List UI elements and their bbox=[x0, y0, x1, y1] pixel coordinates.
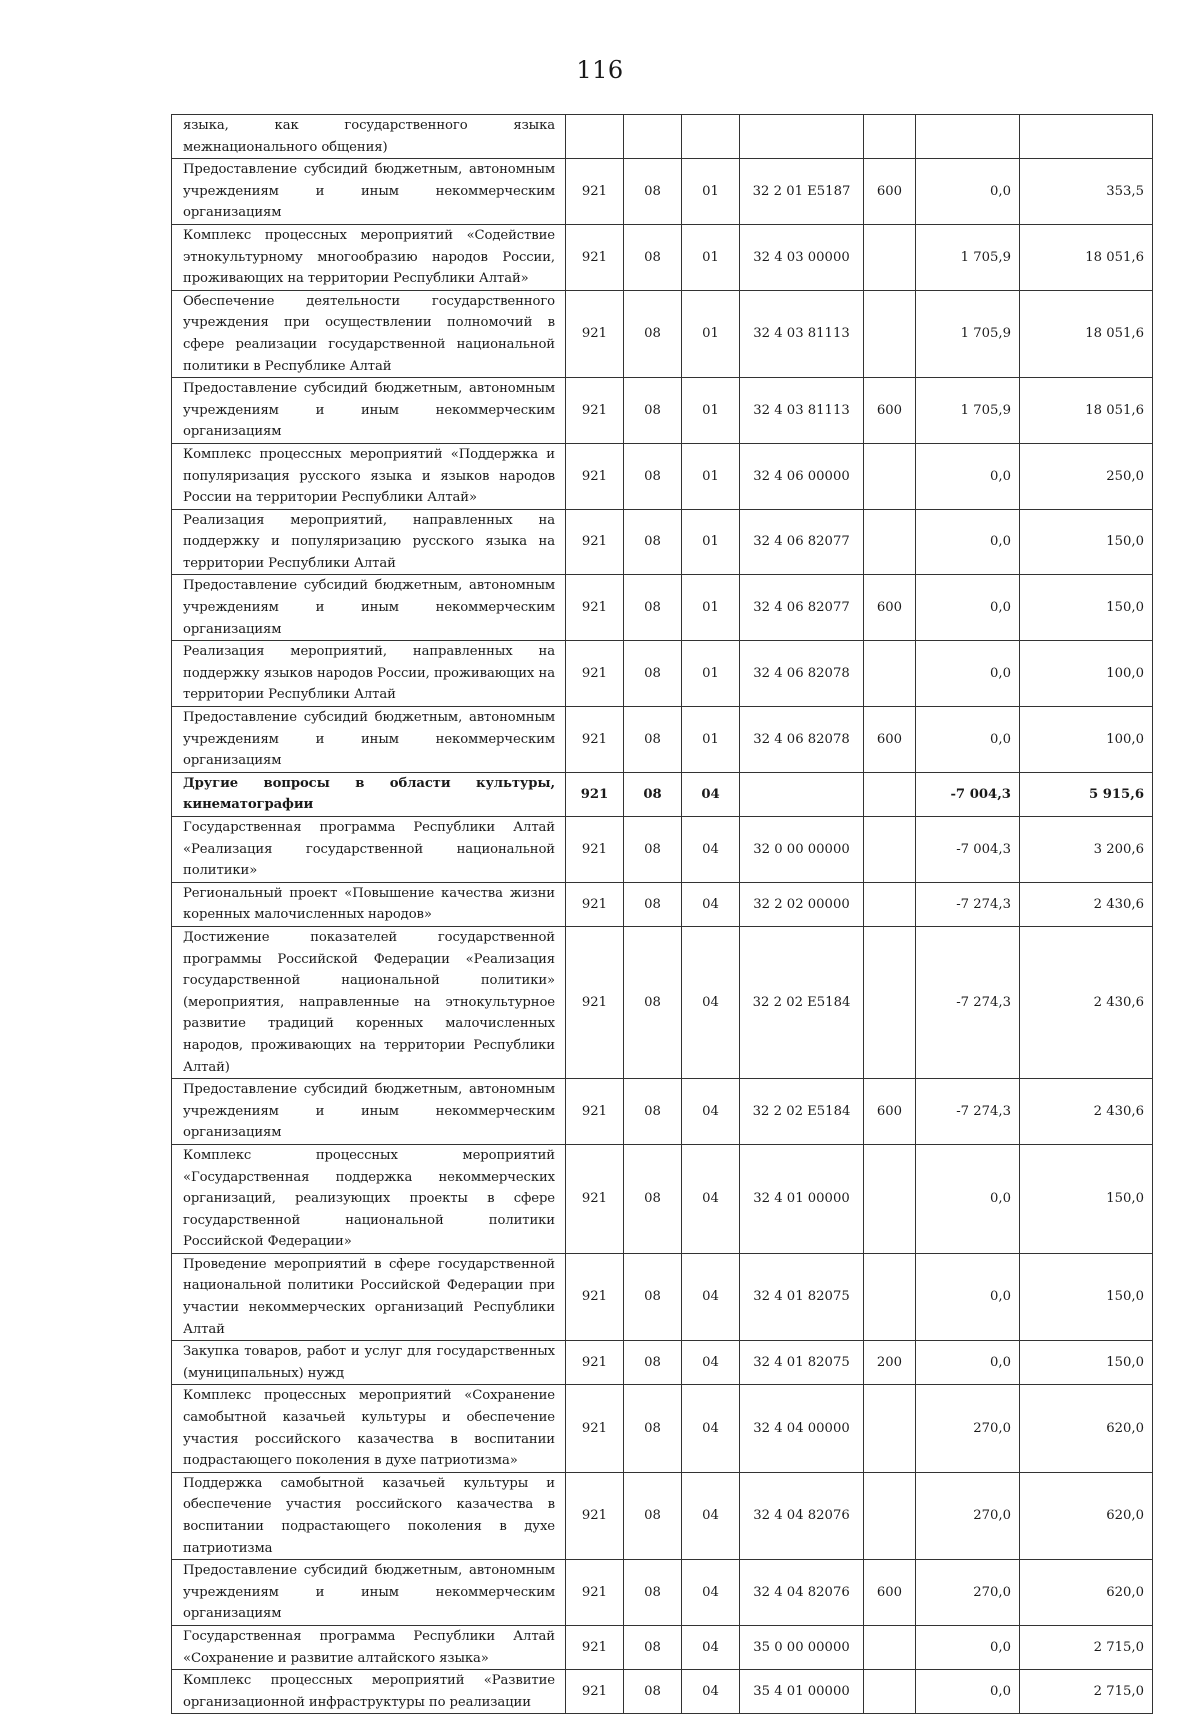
row-section-cell: 08 bbox=[624, 641, 682, 707]
row-grbs-cell: 921 bbox=[566, 224, 624, 290]
row-expense-type-cell bbox=[864, 926, 916, 1078]
row-target-article-cell: 32 2 02 E5184 bbox=[740, 1079, 864, 1145]
row-grbs-cell: 921 bbox=[566, 1144, 624, 1253]
table-row bbox=[172, 115, 1153, 159]
table-row bbox=[172, 926, 1153, 1078]
table-row bbox=[172, 1625, 1153, 1669]
table-row bbox=[172, 378, 1153, 444]
row-grbs-cell: 921 bbox=[566, 641, 624, 707]
row-amount-change-cell bbox=[916, 115, 1020, 159]
row-subsection-cell: 04 bbox=[682, 772, 740, 816]
row-target-article-cell: 35 4 01 00000 bbox=[740, 1670, 864, 1714]
row-grbs-cell: 921 bbox=[566, 1385, 624, 1472]
row-target-article-cell: 32 2 02 E5184 bbox=[740, 926, 864, 1078]
row-subsection-cell: 04 bbox=[682, 1253, 740, 1340]
row-amount-change-cell: 270,0 bbox=[916, 1472, 1020, 1559]
table-row bbox=[172, 1144, 1153, 1253]
row-name-cell: Предоставление субсидий бюджетным, автономным учреждениям и иным некоммерческим организациям bbox=[172, 1560, 566, 1626]
row-grbs-cell: 921 bbox=[566, 443, 624, 509]
table-row bbox=[172, 575, 1153, 641]
row-expense-type-cell bbox=[864, 509, 916, 575]
row-amount-change-cell: -7 274,3 bbox=[916, 882, 1020, 926]
row-section-cell: 08 bbox=[624, 1385, 682, 1472]
row-grbs-cell: 921 bbox=[566, 1341, 624, 1385]
row-target-article-cell: 32 4 06 82077 bbox=[740, 575, 864, 641]
row-target-article-cell: 32 4 03 00000 bbox=[740, 224, 864, 290]
row-grbs-cell: 921 bbox=[566, 926, 624, 1078]
row-name-cell: Предоставление субсидий бюджетным, автономным учреждениям и иным некоммерческим организациям bbox=[172, 1079, 566, 1145]
row-amount-total-cell: 100,0 bbox=[1020, 641, 1153, 707]
row-name-cell: Комплекс процессных мероприятий «Содействие этнокультурному многообразию народов России, проживающих на территории Республики Алтай» bbox=[172, 224, 566, 290]
row-target-article-cell: 32 0 00 00000 bbox=[740, 817, 864, 883]
table-row bbox=[172, 1341, 1153, 1385]
row-subsection-cell: 04 bbox=[682, 882, 740, 926]
row-name-cell: языка, как государственного языка межнационального общения) bbox=[172, 115, 566, 159]
row-subsection-cell bbox=[682, 115, 740, 159]
row-name-cell: Комплекс процессных мероприятий «Государственная поддержка некоммерческих организаций, реализующих проекты в сфере государственной национальной политики Российской Федерации» bbox=[172, 1144, 566, 1253]
row-subsection-cell: 04 bbox=[682, 1670, 740, 1714]
row-section-cell: 08 bbox=[624, 1341, 682, 1385]
row-section-cell: 08 bbox=[624, 159, 682, 225]
row-subsection-cell: 01 bbox=[682, 290, 740, 377]
row-name-cell: Региональный проект «Повышение качества жизни коренных малочисленных народов» bbox=[172, 882, 566, 926]
row-amount-total-cell bbox=[1020, 115, 1153, 159]
row-amount-change-cell: 0,0 bbox=[916, 159, 1020, 225]
row-expense-type-cell: 600 bbox=[864, 707, 916, 773]
row-name-cell: Обеспечение деятельности государственного учреждения при осуществлении полномочий в сфере реализации государственной национальной политики в Республике Алтай bbox=[172, 290, 566, 377]
row-grbs-cell: 921 bbox=[566, 1472, 624, 1559]
row-subsection-cell: 01 bbox=[682, 224, 740, 290]
row-amount-total-cell: 2 715,0 bbox=[1020, 1625, 1153, 1669]
page-number: 116 bbox=[576, 56, 624, 84]
row-expense-type-cell: 200 bbox=[864, 1341, 916, 1385]
row-name-cell: Государственная программа Республики Алтай «Сохранение и развитие алтайского языка» bbox=[172, 1625, 566, 1669]
row-amount-change-cell: 1 705,9 bbox=[916, 378, 1020, 444]
row-amount-total-cell: 5 915,6 bbox=[1020, 772, 1153, 816]
row-subsection-cell: 04 bbox=[682, 1625, 740, 1669]
table-row bbox=[172, 224, 1153, 290]
table-row bbox=[172, 1253, 1153, 1340]
row-target-article-cell: 32 4 04 82076 bbox=[740, 1560, 864, 1626]
row-section-cell: 08 bbox=[624, 926, 682, 1078]
row-target-article-cell: 32 4 01 00000 bbox=[740, 1144, 864, 1253]
row-amount-change-cell: 0,0 bbox=[916, 1341, 1020, 1385]
row-section-cell: 08 bbox=[624, 817, 682, 883]
row-grbs-cell: 921 bbox=[566, 882, 624, 926]
row-target-article-cell: 32 4 06 00000 bbox=[740, 443, 864, 509]
row-amount-change-cell: 270,0 bbox=[916, 1560, 1020, 1626]
row-target-article-cell bbox=[740, 115, 864, 159]
row-amount-total-cell: 2 430,6 bbox=[1020, 1079, 1153, 1145]
table-row bbox=[172, 509, 1153, 575]
row-name-cell: Поддержка самобытной казачьей культуры и обеспечение участия российского казачества в воспитании подрастающего поколения в духе патриотизма bbox=[172, 1472, 566, 1559]
row-name-cell: Предоставление субсидий бюджетным, автономным учреждениям и иным некоммерческим организациям bbox=[172, 378, 566, 444]
table-row bbox=[172, 1079, 1153, 1145]
row-amount-total-cell: 2 430,6 bbox=[1020, 882, 1153, 926]
table-row bbox=[172, 772, 1153, 816]
row-amount-change-cell: 0,0 bbox=[916, 443, 1020, 509]
row-expense-type-cell bbox=[864, 1385, 916, 1472]
row-section-cell: 08 bbox=[624, 772, 682, 816]
row-expense-type-cell bbox=[864, 1625, 916, 1669]
table-row bbox=[172, 1472, 1153, 1559]
row-expense-type-cell bbox=[864, 1253, 916, 1340]
row-section-cell: 08 bbox=[624, 575, 682, 641]
row-amount-total-cell: 3 200,6 bbox=[1020, 817, 1153, 883]
row-expense-type-cell: 600 bbox=[864, 1079, 916, 1145]
row-expense-type-cell bbox=[864, 224, 916, 290]
row-amount-total-cell: 18 051,6 bbox=[1020, 290, 1153, 377]
row-amount-total-cell: 620,0 bbox=[1020, 1385, 1153, 1472]
row-target-article-cell bbox=[740, 772, 864, 816]
row-target-article-cell: 32 4 01 82075 bbox=[740, 1341, 864, 1385]
row-subsection-cell: 01 bbox=[682, 575, 740, 641]
row-section-cell: 08 bbox=[624, 443, 682, 509]
row-target-article-cell: 32 2 01 E5187 bbox=[740, 159, 864, 225]
row-grbs-cell: 921 bbox=[566, 772, 624, 816]
row-target-article-cell: 35 0 00 00000 bbox=[740, 1625, 864, 1669]
row-target-article-cell: 32 4 04 00000 bbox=[740, 1385, 864, 1472]
row-amount-change-cell: 0,0 bbox=[916, 1253, 1020, 1340]
row-section-cell: 08 bbox=[624, 509, 682, 575]
row-expense-type-cell bbox=[864, 772, 916, 816]
row-section-cell: 08 bbox=[624, 1670, 682, 1714]
row-subsection-cell: 04 bbox=[682, 1079, 740, 1145]
row-section-cell: 08 bbox=[624, 1079, 682, 1145]
row-subsection-cell: 01 bbox=[682, 641, 740, 707]
row-target-article-cell: 32 4 06 82078 bbox=[740, 707, 864, 773]
row-amount-total-cell: 353,5 bbox=[1020, 159, 1153, 225]
row-expense-type-cell bbox=[864, 1670, 916, 1714]
row-expense-type-cell bbox=[864, 882, 916, 926]
row-target-article-cell: 32 4 01 82075 bbox=[740, 1253, 864, 1340]
row-section-cell: 08 bbox=[624, 707, 682, 773]
row-amount-change-cell: 1 705,9 bbox=[916, 290, 1020, 377]
row-amount-change-cell: -7 274,3 bbox=[916, 1079, 1020, 1145]
row-amount-total-cell: 150,0 bbox=[1020, 575, 1153, 641]
row-amount-total-cell: 620,0 bbox=[1020, 1560, 1153, 1626]
row-amount-change-cell: 0,0 bbox=[916, 509, 1020, 575]
row-subsection-cell: 01 bbox=[682, 159, 740, 225]
row-amount-change-cell: 0,0 bbox=[916, 707, 1020, 773]
row-grbs-cell: 921 bbox=[566, 1670, 624, 1714]
row-grbs-cell: 921 bbox=[566, 1625, 624, 1669]
row-amount-total-cell: 100,0 bbox=[1020, 707, 1153, 773]
row-section-cell: 08 bbox=[624, 1253, 682, 1340]
row-amount-total-cell: 250,0 bbox=[1020, 443, 1153, 509]
row-target-article-cell: 32 4 04 82076 bbox=[740, 1472, 864, 1559]
row-section-cell: 08 bbox=[624, 882, 682, 926]
row-amount-change-cell: -7 274,3 bbox=[916, 926, 1020, 1078]
row-grbs-cell bbox=[566, 115, 624, 159]
row-name-cell: Реализация мероприятий, направленных на поддержку и популяризацию русского языка на территории Республики Алтай bbox=[172, 509, 566, 575]
row-amount-change-cell: -7 004,3 bbox=[916, 772, 1020, 816]
row-subsection-cell: 04 bbox=[682, 1385, 740, 1472]
row-name-cell: Предоставление субсидий бюджетным, автономным учреждениям и иным некоммерческим организациям bbox=[172, 707, 566, 773]
row-section-cell: 08 bbox=[624, 1472, 682, 1559]
row-amount-total-cell: 620,0 bbox=[1020, 1472, 1153, 1559]
row-expense-type-cell bbox=[864, 817, 916, 883]
row-grbs-cell: 921 bbox=[566, 378, 624, 444]
row-name-cell: Закупка товаров, работ и услуг для государственных (муниципальных) нужд bbox=[172, 1341, 566, 1385]
row-grbs-cell: 921 bbox=[566, 290, 624, 377]
row-subsection-cell: 01 bbox=[682, 443, 740, 509]
row-subsection-cell: 04 bbox=[682, 817, 740, 883]
row-expense-type-cell: 600 bbox=[864, 575, 916, 641]
table-row bbox=[172, 290, 1153, 377]
row-grbs-cell: 921 bbox=[566, 1253, 624, 1340]
row-expense-type-cell bbox=[864, 115, 916, 159]
row-amount-total-cell: 150,0 bbox=[1020, 1253, 1153, 1340]
row-expense-type-cell bbox=[864, 1144, 916, 1253]
row-subsection-cell: 01 bbox=[682, 378, 740, 444]
row-name-cell: Предоставление субсидий бюджетным, автономным учреждениям и иным некоммерческим организациям bbox=[172, 159, 566, 225]
table-row bbox=[172, 1385, 1153, 1472]
row-amount-change-cell: 0,0 bbox=[916, 1144, 1020, 1253]
row-name-cell: Комплекс процессных мероприятий «Сохранение самобытной казачьей культуры и обеспечение участия российского казачества в воспитании подрастающего поколения в духе патриотизма» bbox=[172, 1385, 566, 1472]
row-expense-type-cell bbox=[864, 290, 916, 377]
table-row bbox=[172, 443, 1153, 509]
row-name-cell: Предоставление субсидий бюджетным, автономным учреждениям и иным некоммерческим организациям bbox=[172, 575, 566, 641]
row-name-cell: Другие вопросы в области культуры, кинематографии bbox=[172, 772, 566, 816]
budget-table-body bbox=[172, 115, 1153, 1714]
row-amount-total-cell: 150,0 bbox=[1020, 1144, 1153, 1253]
row-amount-total-cell: 18 051,6 bbox=[1020, 224, 1153, 290]
row-section-cell: 08 bbox=[624, 1144, 682, 1253]
row-amount-change-cell: 1 705,9 bbox=[916, 224, 1020, 290]
table-row bbox=[172, 882, 1153, 926]
row-amount-change-cell: -7 004,3 bbox=[916, 817, 1020, 883]
table-row bbox=[172, 817, 1153, 883]
row-grbs-cell: 921 bbox=[566, 575, 624, 641]
row-subsection-cell: 04 bbox=[682, 926, 740, 1078]
row-section-cell: 08 bbox=[624, 290, 682, 377]
row-grbs-cell: 921 bbox=[566, 707, 624, 773]
table-row bbox=[172, 707, 1153, 773]
row-amount-total-cell: 18 051,6 bbox=[1020, 378, 1153, 444]
row-amount-change-cell: 270,0 bbox=[916, 1385, 1020, 1472]
row-grbs-cell: 921 bbox=[566, 817, 624, 883]
row-section-cell: 08 bbox=[624, 1625, 682, 1669]
row-amount-change-cell: 0,0 bbox=[916, 575, 1020, 641]
row-section-cell: 08 bbox=[624, 1560, 682, 1626]
row-grbs-cell: 921 bbox=[566, 159, 624, 225]
row-target-article-cell: 32 4 06 82077 bbox=[740, 509, 864, 575]
row-subsection-cell: 04 bbox=[682, 1560, 740, 1626]
row-amount-total-cell: 150,0 bbox=[1020, 1341, 1153, 1385]
row-section-cell: 08 bbox=[624, 224, 682, 290]
row-amount-total-cell: 150,0 bbox=[1020, 509, 1153, 575]
row-amount-total-cell: 2 430,6 bbox=[1020, 926, 1153, 1078]
table-row bbox=[172, 641, 1153, 707]
row-expense-type-cell bbox=[864, 443, 916, 509]
row-name-cell: Реализация мероприятий, направленных на поддержку языков народов России, проживающих на территории Республики Алтай bbox=[172, 641, 566, 707]
row-target-article-cell: 32 4 06 82078 bbox=[740, 641, 864, 707]
row-amount-change-cell: 0,0 bbox=[916, 1670, 1020, 1714]
row-name-cell: Проведение мероприятий в сфере государственной национальной политики Российской Федерации при участии некоммерческих организаций Республики Алтай bbox=[172, 1253, 566, 1340]
row-target-article-cell: 32 4 03 81113 bbox=[740, 290, 864, 377]
row-target-article-cell: 32 4 03 81113 bbox=[740, 378, 864, 444]
table-row bbox=[172, 1560, 1153, 1626]
row-amount-change-cell: 0,0 bbox=[916, 1625, 1020, 1669]
row-subsection-cell: 01 bbox=[682, 707, 740, 773]
row-amount-change-cell: 0,0 bbox=[916, 641, 1020, 707]
row-subsection-cell: 04 bbox=[682, 1144, 740, 1253]
row-expense-type-cell: 600 bbox=[864, 159, 916, 225]
row-expense-type-cell bbox=[864, 641, 916, 707]
row-subsection-cell: 04 bbox=[682, 1472, 740, 1559]
row-subsection-cell: 01 bbox=[682, 509, 740, 575]
row-amount-total-cell: 2 715,0 bbox=[1020, 1670, 1153, 1714]
row-name-cell: Государственная программа Республики Алтай «Реализация государственной национальной политики» bbox=[172, 817, 566, 883]
row-expense-type-cell: 600 bbox=[864, 378, 916, 444]
row-name-cell: Комплекс процессных мероприятий «Поддержка и популяризация русского языка и языков народов России на территории Республики Алтай» bbox=[172, 443, 566, 509]
row-expense-type-cell bbox=[864, 1472, 916, 1559]
row-grbs-cell: 921 bbox=[566, 509, 624, 575]
budget-table bbox=[171, 114, 1153, 1714]
row-section-cell: 08 bbox=[624, 378, 682, 444]
row-name-cell: Комплекс процессных мероприятий «Развитие организационной инфраструктуры по реализации bbox=[172, 1670, 566, 1714]
table-row bbox=[172, 1670, 1153, 1714]
row-section-cell bbox=[624, 115, 682, 159]
table-row bbox=[172, 159, 1153, 225]
row-name-cell: Достижение показателей государственной программы Российской Федерации «Реализация государственной национальной политики» (мероприятия, направленные на этнокультурное развитие традиций коренных малочисленных народов, проживающих на территории Республики Алтай) bbox=[172, 926, 566, 1078]
row-grbs-cell: 921 bbox=[566, 1560, 624, 1626]
row-expense-type-cell: 600 bbox=[864, 1560, 916, 1626]
row-grbs-cell: 921 bbox=[566, 1079, 624, 1145]
row-target-article-cell: 32 2 02 00000 bbox=[740, 882, 864, 926]
row-subsection-cell: 04 bbox=[682, 1341, 740, 1385]
